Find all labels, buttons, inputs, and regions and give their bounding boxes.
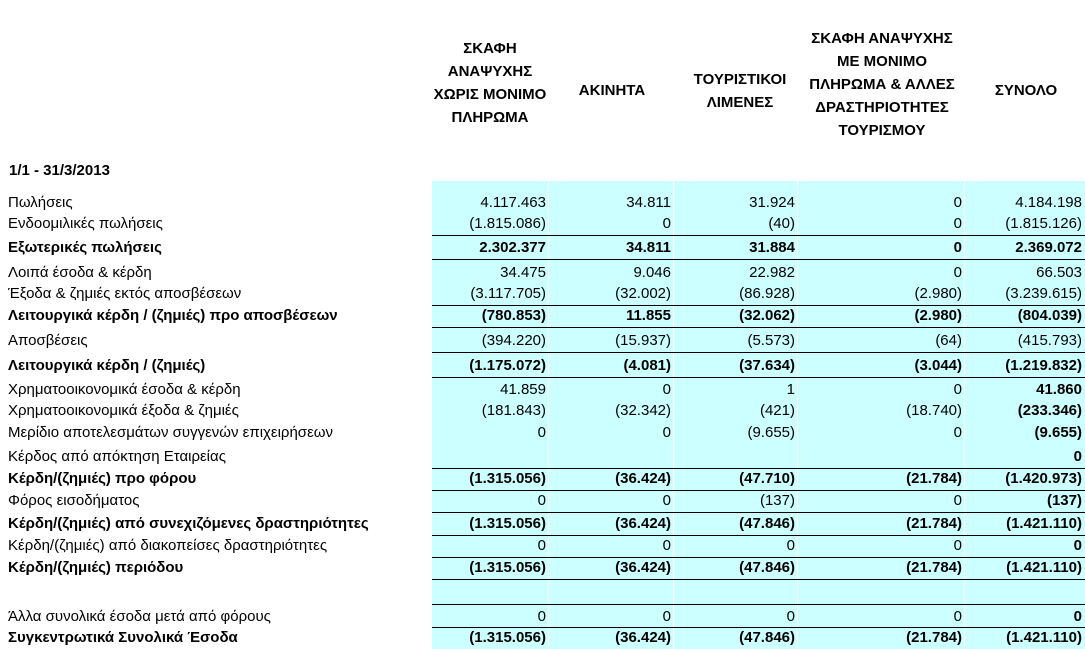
cell-yachts-crew-tourism: (21.784) [906,470,962,487]
table-row-subtotal [0,513,1085,535]
cell-marinas: 31.884 [749,239,795,256]
cell-marinas: (37.634) [739,357,795,374]
cell-marinas: (47.846) [739,629,795,646]
cell-yachts-no-crew: (1.315.056) [469,629,546,646]
cell-real-estate: (32.342) [615,402,671,419]
cell-total: (1.219.832) [1005,357,1082,374]
cell-real-estate: 0 [662,537,671,554]
cell-yachts-crew-tourism: (21.784) [906,629,962,646]
total-rule [432,604,1085,605]
table-row [0,379,1085,401]
cell-total: 0 [1073,448,1082,465]
header-col-yachts-no-crew: ΣΚΑΦΗ ΑΝΑΨΥΧΗΣ ΧΩΡΙΣ ΜΟΝΙΜΟ ΠΛΗΡΩΜΑ [433,40,547,126]
cell-total: (1.421.110) [1006,629,1082,646]
cell-marinas: (137) [759,492,795,509]
cell-real-estate: (4.081) [623,357,671,374]
total-rule [432,259,1085,260]
total-rule [432,235,1085,236]
row-label: Λειτουργικά κέρδη / (ζημιές) [8,357,206,374]
table-row [0,422,1085,444]
row-label: Χρηματοοικονομικά έξοδα & ζημιές [8,402,239,419]
cell-yachts-crew-tourism: (3.044) [914,357,962,374]
table-row-subtotal [0,557,1085,579]
cell-real-estate: (36.424) [615,515,671,532]
cell-yachts-no-crew: (181.843) [481,402,546,419]
cell-total: 0 [1073,537,1082,554]
table-row-subtotal [0,468,1085,490]
total-rule [432,352,1085,353]
cell-total: (3.239.615) [1005,285,1082,302]
cell-marinas: (47.846) [739,515,795,532]
table-row-subtotal [0,237,1085,259]
cell-yachts-crew-tourism: 0 [953,215,962,232]
cell-total: 2.369.072 [1015,239,1082,256]
cell-yachts-crew-tourism: (2.980) [914,285,962,302]
table-row-subtotal [0,355,1085,377]
cell-total: 66.503 [1036,264,1082,281]
total-rule [432,327,1085,328]
row-label: Φόρος εισοδήματος [8,492,140,509]
cell-yachts-no-crew: (1.815.086) [469,215,546,232]
cell-yachts-crew-tourism: (21.784) [906,559,962,576]
cell-real-estate: 0 [662,381,671,398]
row-label: Πωλήσεις [8,194,73,211]
cell-total: (1.421.110) [1006,559,1082,576]
cell-yachts-no-crew: (1.315.056) [469,559,546,576]
table-row [0,283,1085,305]
cell-total: (415.793) [1017,332,1082,349]
cell-yachts-crew-tourism: 0 [953,194,962,211]
cell-yachts-no-crew: 2.302.377 [479,239,546,256]
cell-total: 0 [1073,608,1082,625]
cell-yachts-no-crew: (394.220) [481,332,546,349]
cell-real-estate: (36.424) [615,629,671,646]
row-label: Αποσβέσεις [8,332,88,349]
table-row [0,400,1085,422]
cell-yachts-no-crew: 0 [537,537,546,554]
cell-yachts-no-crew: 4.117.463 [480,194,546,211]
row-label: Χρηματοοικονομικά έσοδα & κέρδη [8,381,241,398]
cell-yachts-no-crew: 0 [537,492,546,509]
cell-marinas: (9.655) [747,424,795,441]
total-rule [432,377,1085,378]
period-label: 1/1 - 31/3/2013 [9,162,110,179]
table-row [0,446,1085,468]
table-row-subtotal [0,627,1085,649]
cell-marinas: (5.573) [747,332,795,349]
cell-yachts-no-crew: (1.175.072) [469,357,546,374]
cell-real-estate: 34.811 [625,239,671,256]
row-label: Συγκεντρωτικά Συνολικά Έσοδα [8,629,238,646]
total-rule [432,579,1085,580]
cell-yachts-no-crew: (1.315.056) [469,470,546,487]
table-row [0,192,1085,214]
table-row [0,213,1085,235]
row-label: Κέρδη/(ζημιές) από διακοπείσες δραστηριότητες [8,537,328,554]
cell-marinas: (47.846) [739,559,795,576]
cell-yachts-no-crew: 41.859 [500,381,546,398]
cell-yachts-crew-tourism: 0 [953,424,962,441]
cell-marinas: 31.924 [749,194,795,211]
cell-marinas: 1 [786,381,795,398]
table-row [0,262,1085,284]
cell-marinas: (47.710) [739,470,795,487]
table-row [0,490,1085,512]
table-row [0,535,1085,557]
cell-total: (137) [1046,492,1082,509]
cell-real-estate: 0 [662,608,671,625]
cell-yachts-crew-tourism: 0 [953,381,962,398]
cell-yachts-no-crew: 0 [537,608,546,625]
cell-real-estate: (36.424) [615,559,671,576]
table-row [0,606,1085,628]
cell-total: (1.815.126) [1005,215,1082,232]
cell-yachts-no-crew: (780.853) [481,307,546,324]
header-col-yachts-crew-tourism: ΣΚΑΦΗ ΑΝΑΨΥΧΗΣ ΜΕ ΜΟΝΙΜΟ ΠΛΗΡΩΜΑ & ΑΛΛΕΣ ΔΡΑΣΤΗΡΙΟΤΗΤΕΣ ΤΟΥΡΙΣΜΟΥ [809,30,955,139]
cell-total: (804.039) [1017,307,1082,324]
cell-total: (233.346) [1017,402,1082,419]
row-label: Κέρδη/(ζημιές) προ φόρου [8,470,197,487]
cell-marinas: 0 [786,537,795,554]
cell-real-estate: 34.811 [626,194,671,211]
cell-yachts-crew-tourism: (64) [935,332,962,349]
cell-marinas: (40) [768,215,795,232]
table-row-subtotal [0,305,1085,327]
cell-yachts-crew-tourism: 0 [953,537,962,554]
cell-yachts-crew-tourism: 0 [953,492,962,509]
cell-yachts-no-crew: (3.117.705) [470,285,546,302]
row-label: Λοιπά έσοδα & κέρδη [8,264,152,281]
cell-marinas: 0 [786,608,795,625]
cell-yachts-no-crew: 34.475 [500,264,546,281]
cell-yachts-crew-tourism: (18.740) [906,402,962,419]
cell-real-estate: 11.855 [625,307,671,324]
cell-marinas: (32.062) [739,307,795,324]
cell-total: (1.420.973) [1005,470,1082,487]
row-label: Εξωτερικές πωλήσεις [8,239,162,256]
cell-real-estate: 0 [662,215,671,232]
cell-yachts-crew-tourism: (2.980) [914,307,962,324]
header-col-marinas: ΤΟΥΡΙΣΤΙΚΟΙ ΛΙΜΕΝΕΣ [693,71,787,111]
cell-yachts-crew-tourism: 0 [953,239,962,256]
header-col-total: ΣΥΝΟΛΟ [994,82,1058,99]
row-label: Μερίδιο αποτελεσμάτων συγγενών επιχειρήσεων [8,424,333,441]
row-label: Λειτουργικά κέρδη / (ζημιές) προ αποσβέσεων [8,307,338,324]
row-label: Άλλα συνολικά έσοδα μετά από φόρους [8,608,271,625]
cell-total: (9.655) [1034,424,1082,441]
row-label: Κέρδη/(ζημιές) από συνεχιζόμενες δραστηριότητες [8,515,369,532]
cell-total: 4.184.198 [1015,194,1082,211]
row-label: Κέρδη/(ζημιές) περιόδου [8,559,184,576]
cell-yachts-crew-tourism: (21.784) [906,515,962,532]
cell-marinas: (86.928) [739,285,795,302]
cell-real-estate: 9.046 [633,264,671,281]
row-label: Ενδοομιλικές πωλήσεις [8,215,163,232]
row-label: Έξοδα & ζημιές εκτός αποσβέσεων [8,285,242,302]
cell-yachts-no-crew: 0 [537,424,546,441]
cell-marinas: 22.982 [749,264,795,281]
cell-real-estate: 0 [662,424,671,441]
row-label: Κέρδος από απόκτηση Εταιρείας [8,448,226,465]
cell-real-estate: (32.002) [615,285,671,302]
cell-yachts-no-crew: (1.315.056) [469,515,546,532]
cell-real-estate: (36.424) [615,470,671,487]
cell-real-estate: 0 [662,492,671,509]
header-col-real-estate: ΑΚΙΝΗΤΑ [578,82,646,99]
table-row [0,330,1085,352]
cell-real-estate: (15.937) [615,332,671,349]
cell-total: 41.860 [1036,381,1082,398]
cell-marinas: (421) [759,402,795,419]
cell-total: (1.421.110) [1006,515,1082,532]
cell-yachts-crew-tourism: 0 [953,264,962,281]
cell-yachts-crew-tourism: 0 [953,608,962,625]
